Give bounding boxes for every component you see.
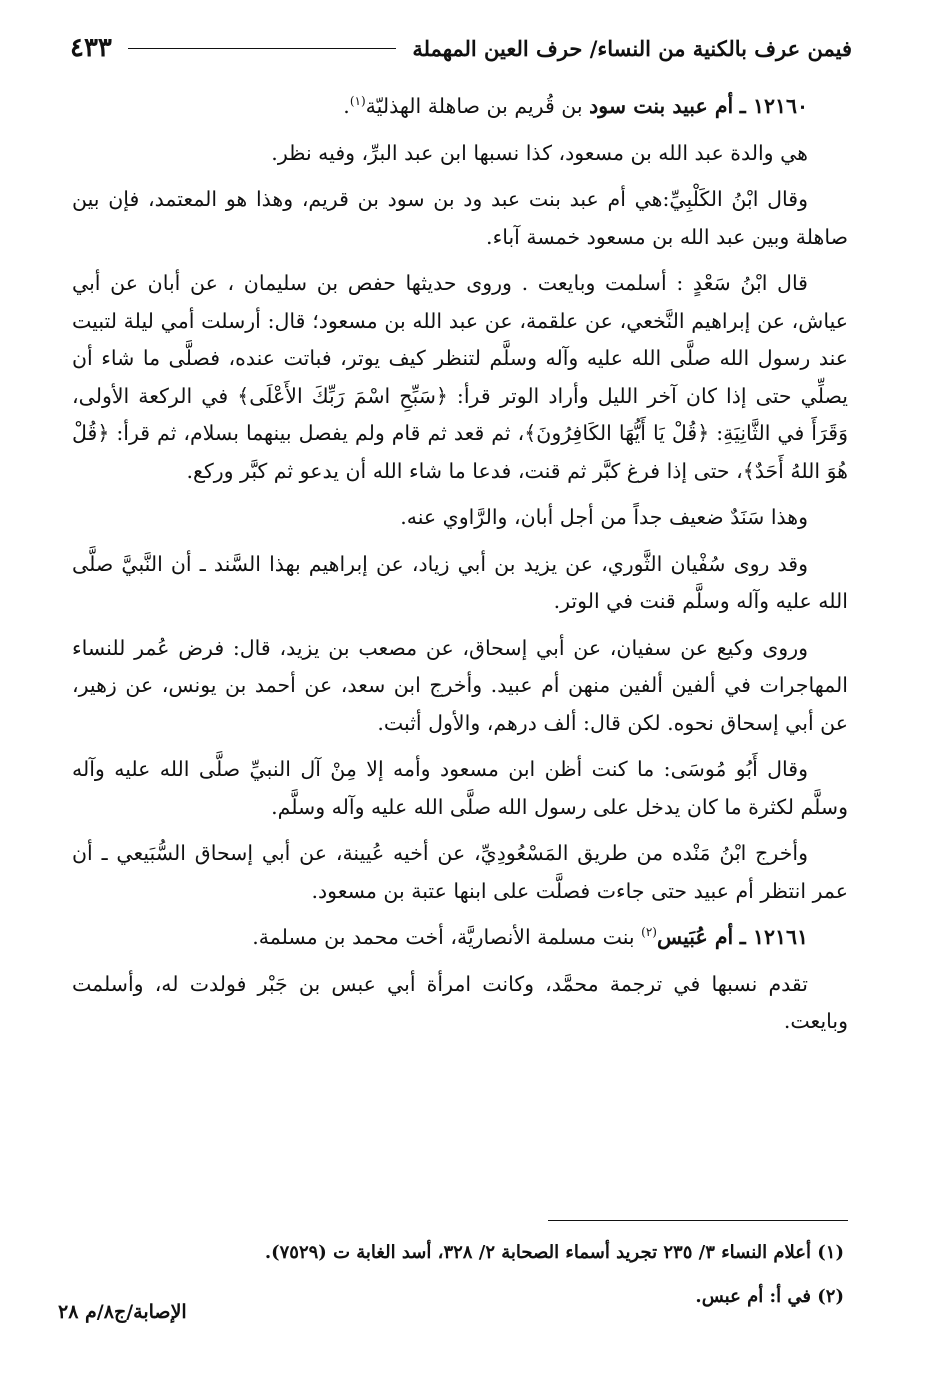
entry-paragraph	[72, 88, 848, 126]
text-paragraph: وهذا سَنَدٌ ضعيف جداً من أجل أبان، والرَّاوي عنه.	[400, 505, 808, 529]
text-paragraph: وقال ابْنُ الكَلْبِيِّ:هي أم عبد بنت عبد ود بن سود بن قريم، وهذا هو المعتمد، فإن بين صاهلة وبين عبد الله بن مسعود خمسة آباء.	[72, 187, 848, 249]
running-header	[70, 28, 852, 68]
text-paragraph: وقد روى سُفْيان الثَّوري، عن يزيد بن أبي زياد، عن إبراهيم بهذا السَّند ـ أن النَّبيَّ صلَّى الله عليه وآله وسلَّم قنت في الوتر.	[72, 551, 848, 613]
printer-signature: الإصابة/ج٨/م ٢٨	[58, 1301, 187, 1323]
text-paragraph: قال ابْنُ سَعْدٍ : أسلمت وبايعت . وروى حديثها حفص بن سليمان ، عن أبان عن أبي عياش، عن إبراهيم النَّخعي، عن علقمة، عن عبد الله بن مسعود؛ قال: أرسلت أمي ليلة لتبيت عند رسول الله صلَّى الله عليه وآله وسلَّم لتنظر كيف يوتر، فباتت عنده، فصلَّى ما شاء أن يصلِّي حتى إذا كان آخر الليل وأراد الوتر قرأ: ﴿سَبِّحِ اسْمَ رَبِّكَ الأَعْلَى﴾ في الركعة الأولى، وَقَرَأَ في الثَّانِيَةِ: ﴿قُلْ يَا أَيُّهَا الكَافِرُونَ﴾، ثم قعد ثم قام ولم يفصل بينهما بسلام، ثم قرأ: ﴿قُلْ هُوَ اللهُ أَحَدٌ﴾، حتى إذا فرغ كبَّر ثم قنت، فدعا ما شاء الله أن يدعو ثم كبَّر وركع.	[72, 271, 848, 483]
text-paragraph: وقال أَبُو مُوسَى: ما كنت أظن ابن مسعود وأمه إلا مِنْ آل النبيِّ صلَّى الله عليه وآله وسلَّم لكثرة ما كان يدخل على رسول الله صلَّى الله عليه وآله وسلَّم.	[72, 757, 848, 819]
page-number: ٤٣٣	[70, 33, 112, 63]
entry-paragraph	[72, 919, 848, 957]
entry-lineage: بن قُريم بن صاهلة الهذليّة	[365, 94, 583, 118]
entry-name: أم عبيد بنت سود	[589, 94, 734, 118]
entry-number: ١٢١٦٠ ـ	[739, 94, 808, 118]
entry-number: ١٢١٦١ ـ	[739, 925, 808, 949]
text-paragraph: وروى وكيع عن سفيان، عن أبي إسحاق، عن مصعب بن يزيد، قال: فرض عُمر للنساء المهاجرات في ألفين ألفين منهن أم عبيد. وأخرج ابن سعد، عن أحمد بن يونس، عن زهير، عن أبي إسحاق نحوه. لكن قال: ألف درهم، والأول أثبت.	[72, 635, 848, 735]
text-paragraph: تقدم نسبها في ترجمة محمَّد، وكانت امرأة أبي عبس بن جَبْر فولدت له، وأسلمت وبايعت.	[72, 971, 848, 1033]
text-paragraph: هي والدة عبد الله بن مسعود، كذا نسبها ابن عبد البرِّ، وفيه نظر.	[271, 140, 808, 165]
footnote-ref: (١)	[349, 94, 366, 109]
page-body	[72, 88, 848, 1050]
entry-name: أم عُبَيس	[656, 925, 734, 949]
entry-end: .	[343, 94, 350, 118]
footnotes	[72, 1236, 844, 1324]
header-rule	[128, 48, 396, 49]
entry-end: .	[252, 925, 259, 949]
entry-lineage: بنت مسلمة الأنصاريَّة، أخت محمد بن مسلمة	[258, 925, 635, 949]
footnote: (١) أعلام النساء ٣/ ٢٣٥ تجريد أسماء الصحابة ٢/ ٣٢٨، أسد الغابة ت (٧٥٢٩).	[264, 1242, 844, 1263]
text-paragraph: وأخرج ابْنُ مَنْده من طريق المَسْعُودِيِّ، عن أخيه عُيينة، عن أبي إسحاق السُّبَيعي ـ أن عمر انتظر أم عبيد حتى جاءت فصلَّت على ابنها عتبة بن مسعود.	[72, 841, 848, 903]
footnote: (٢) في أ: أم عبس.	[695, 1286, 844, 1307]
footnote-divider	[548, 1220, 848, 1221]
footnote-ref: (٢)	[641, 925, 657, 940]
header-title: فيمن عرف بالكنية من النساء/ حرف العين المهملة	[412, 35, 852, 61]
